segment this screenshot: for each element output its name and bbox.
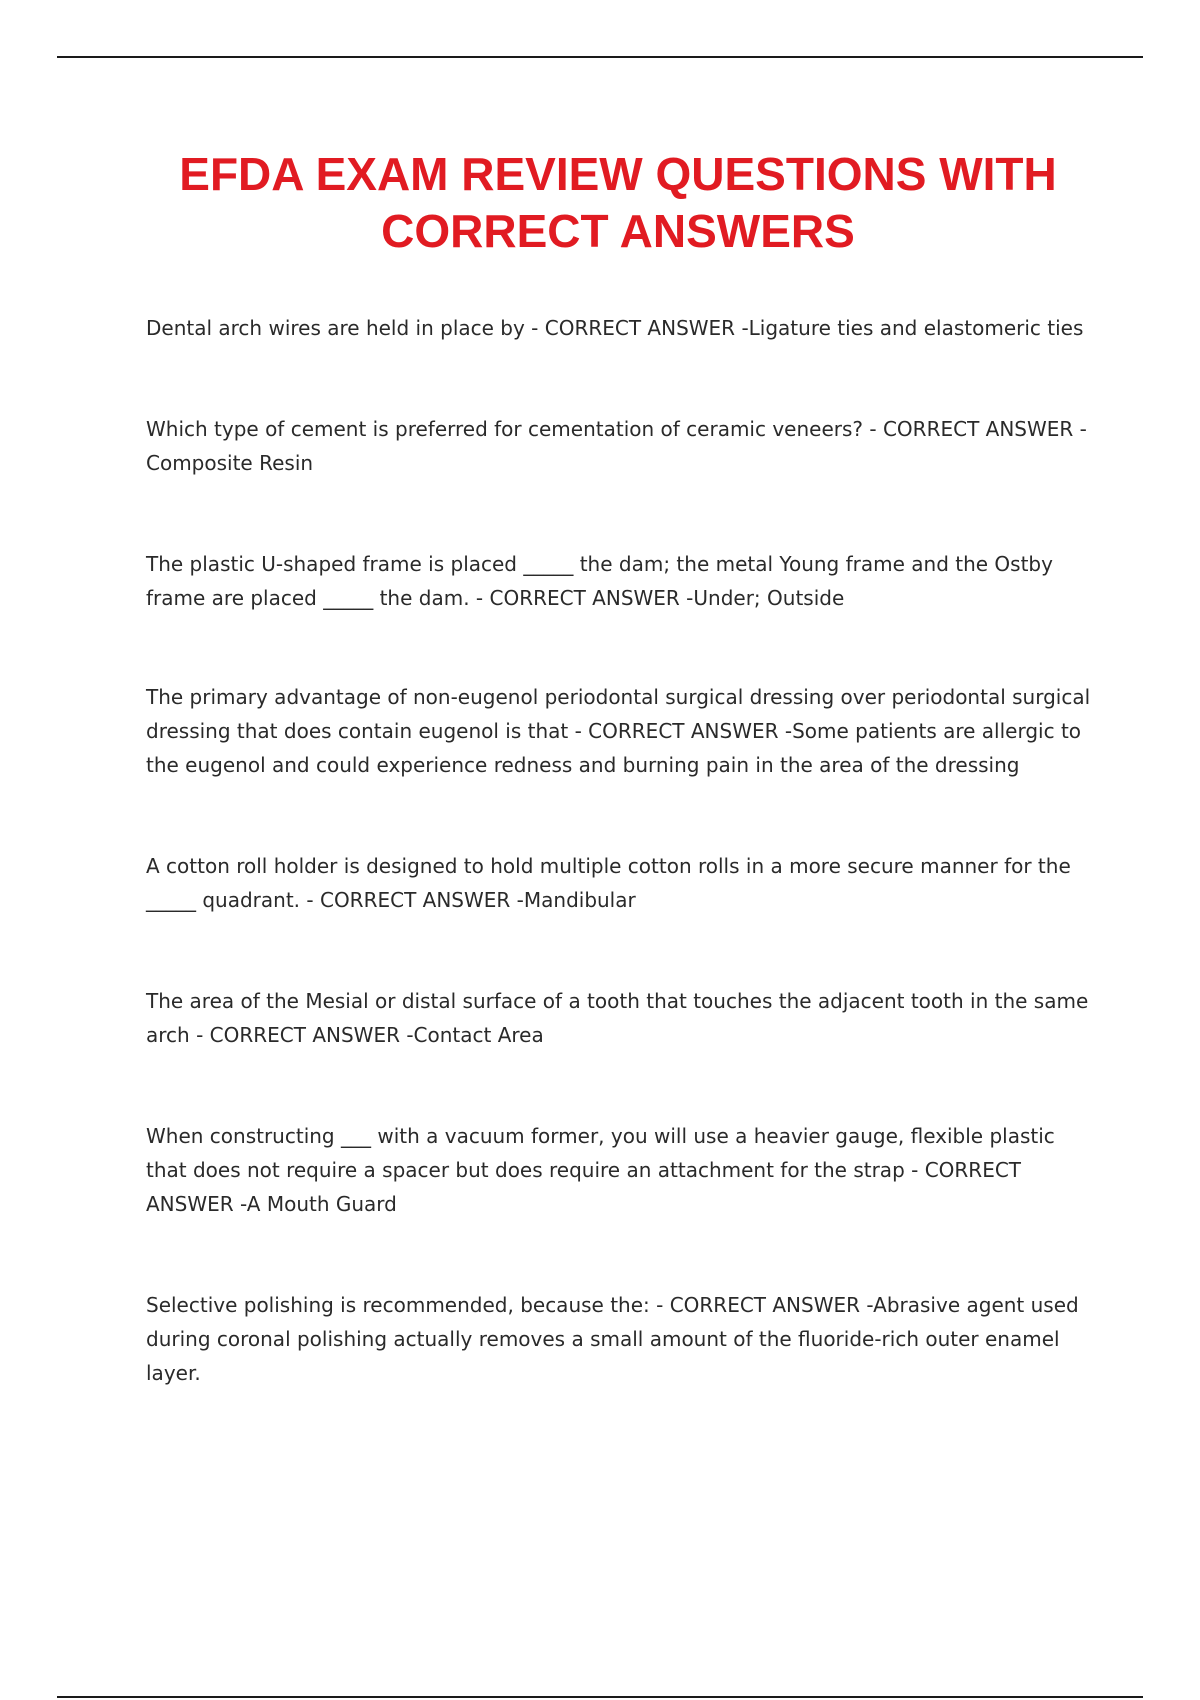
qa-item bbox=[146, 311, 1096, 345]
question-text: Selective polishing is recommended, because the: bbox=[146, 1293, 650, 1317]
answer-text: Some patients are allergic to the eugenol and could experience redness and burning pain in the area of the dressing bbox=[146, 719, 1082, 777]
qa-item bbox=[146, 1288, 1096, 1390]
answer-text: Abrasive agent used during coronal polishing actually removes a small amount of the fluoride-rich outer enamel layer. bbox=[146, 1293, 1079, 1385]
question-text: Dental arch wires are held in place by bbox=[146, 316, 525, 340]
answer-text: Contact Area bbox=[413, 1023, 544, 1047]
answer-separator: - CORRECT ANSWER - bbox=[524, 316, 749, 340]
question-text: When constructing ___ with a vacuum former, you will use a heavier gauge, flexible plastic that does not require a spacer but does require an attachment for the strap bbox=[146, 1124, 1055, 1182]
answer-text: Mandibular bbox=[523, 888, 636, 912]
answer-text: A Mouth Guard bbox=[246, 1192, 397, 1216]
answer-separator: - CORRECT ANSWER - bbox=[469, 586, 694, 610]
answer-separator: - CORRECT ANSWER - bbox=[863, 417, 1087, 441]
qa-item bbox=[146, 984, 1096, 1052]
answer-separator: - CORRECT ANSWER - bbox=[300, 888, 524, 912]
answer-text: Composite Resin bbox=[146, 451, 314, 475]
qa-item bbox=[146, 547, 1096, 615]
question-text: Which type of cement is preferred for cementation of ceramic veneers? bbox=[146, 417, 864, 441]
qa-item bbox=[146, 1119, 1096, 1221]
bottom-rule bbox=[57, 1696, 1143, 1698]
answer-separator: - CORRECT ANSWER - bbox=[649, 1293, 874, 1317]
question-text: The area of the Mesial or distal surface of a tooth that touches the adjacent tooth in the same arch bbox=[146, 989, 1089, 1047]
answer-text: Ligature ties and elastomeric ties bbox=[748, 316, 1084, 340]
question-text: The primary advantage of non-eugenol periodontal surgical dressing over periodontal surgical dressing that does contain eugenol is that bbox=[146, 685, 1091, 743]
title-line-1: EFDA EXAM REVIEW QUESTIONS WITH bbox=[179, 148, 1057, 200]
document-title bbox=[120, 146, 1116, 260]
question-text: The plastic U-shaped frame is placed _____ the dam; the metal Young frame and the Ostby frame are placed _____ the dam. bbox=[146, 552, 1053, 610]
top-rule bbox=[57, 56, 1143, 58]
qa-item bbox=[146, 849, 1096, 917]
answer-separator: - CORRECT ANSWER - bbox=[146, 1158, 1022, 1216]
answer-separator: - CORRECT ANSWER - bbox=[189, 1023, 414, 1047]
qa-item bbox=[146, 412, 1096, 480]
answer-separator: - CORRECT ANSWER - bbox=[568, 719, 793, 743]
question-text: A cotton roll holder is designed to hold multiple cotton rolls in a more secure manner for the _____ quadrant. bbox=[146, 854, 1071, 912]
qa-item bbox=[146, 680, 1096, 782]
title-line-2: CORRECT ANSWERS bbox=[381, 205, 855, 257]
answer-text: Under; Outside bbox=[693, 586, 845, 610]
